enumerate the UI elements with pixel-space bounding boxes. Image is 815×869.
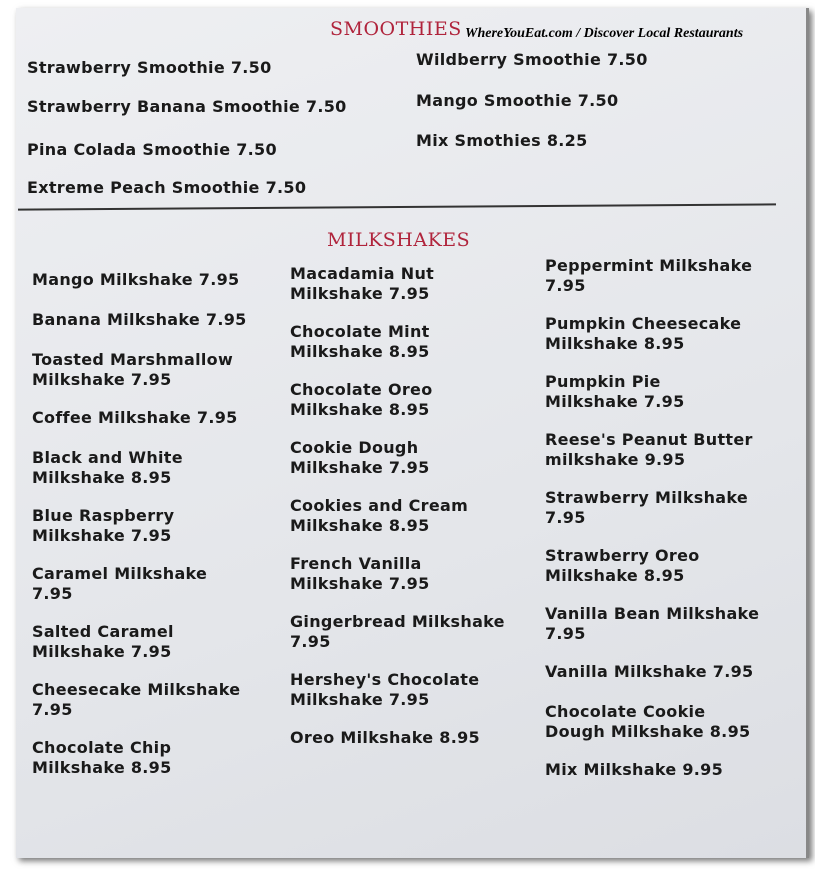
item-line-2: Milkshake 7.95: [545, 392, 685, 411]
milkshake-item: [290, 496, 530, 536]
milkshake-item: [290, 438, 530, 478]
milkshake-item: [32, 564, 272, 604]
item-line-2: Milkshake 8.95: [32, 758, 172, 777]
smoothie-item: Pina Colada Smoothie 7.50: [27, 140, 277, 159]
item-line-2: milkshake 9.95: [545, 450, 686, 469]
item-line-2: Milkshake 8.95: [32, 468, 172, 487]
item-line-2: Milkshake 8.95: [545, 334, 685, 353]
item-line-1: French Vanilla: [290, 554, 422, 573]
milkshake-item: [545, 546, 785, 586]
smoothie-item: Extreme Peach Smoothie 7.50: [27, 178, 307, 197]
item-line-1: Reese's Peanut Butter: [545, 430, 753, 449]
milkshake-item: [32, 310, 272, 332]
item-line-2: Milkshake 8.95: [545, 566, 685, 585]
item-line-1: Peppermint Milkshake: [545, 256, 753, 275]
item-line-2: Milkshake 8.95: [290, 400, 430, 419]
milkshake-item: [545, 702, 785, 742]
milkshake-item: [290, 380, 530, 420]
item-line-1: Hershey's Chocolate: [290, 670, 480, 689]
item-line-1: Strawberry Oreo: [545, 546, 700, 565]
item-line-2: Milkshake 7.95: [290, 690, 430, 709]
item-line-2: Milkshake 7.95: [290, 458, 430, 477]
item-line-1: Pumpkin Pie: [545, 372, 661, 391]
milkshakes-heading: MILKSHAKES: [327, 229, 471, 251]
item-line-1: Coffee Milkshake 7.95: [32, 408, 238, 427]
milkshake-item: [32, 738, 272, 778]
milkshake-item: [290, 554, 530, 594]
smoothie-item: Mix Smothies 8.25: [416, 131, 588, 150]
item-line-1: Vanilla Bean Milkshake: [545, 604, 760, 623]
milkshake-item: [545, 314, 785, 354]
milkshake-item: [290, 264, 530, 304]
item-line-1: Vanilla Milkshake 7.95: [545, 662, 754, 681]
milkshake-item: [290, 728, 530, 750]
item-line-2: 7.95: [545, 624, 586, 643]
item-line-1: Blue Raspberry: [32, 506, 175, 525]
milkshake-item: [545, 256, 785, 296]
item-line-1: Cookies and Cream: [290, 496, 469, 515]
item-line-1: Mix Milkshake 9.95: [545, 760, 724, 779]
item-line-2: Milkshake 7.95: [32, 526, 172, 545]
milkshake-item: [290, 612, 530, 652]
item-line-2: Milkshake 7.95: [32, 642, 172, 661]
item-line-1: Mango Milkshake 7.95: [32, 270, 240, 289]
item-line-1: Salted Caramel: [32, 622, 174, 641]
item-line-1: Macadamia Nut: [290, 264, 435, 283]
milkshake-item: [545, 488, 785, 528]
item-line-1: Toasted Marshmallow: [32, 350, 234, 369]
item-line-1: Black and White: [32, 448, 183, 467]
smoothies-heading: SMOOTHIES: [330, 18, 462, 40]
item-line-2: Milkshake 7.95: [32, 370, 172, 389]
watermark: WhereYouEat.com / Discover Local Restaurants: [465, 26, 744, 41]
item-line-1: Pumpkin Cheesecake: [545, 314, 742, 333]
milkshake-column-2: [290, 264, 530, 768]
milkshake-item: [290, 322, 530, 362]
item-line-2: 7.95: [290, 632, 331, 651]
milkshake-item: [290, 670, 530, 710]
item-line-1: Cheesecake Milkshake: [32, 680, 241, 699]
item-line-2: 7.95: [32, 700, 73, 719]
item-line-1: Caramel Milkshake: [32, 564, 208, 583]
item-line-1: Banana Milkshake 7.95: [32, 310, 247, 329]
smoothie-item: Strawberry Banana Smoothie 7.50: [27, 97, 347, 116]
item-line-1: Chocolate Mint: [290, 322, 430, 341]
smoothie-item: Strawberry Smoothie 7.50: [27, 58, 272, 77]
milkshake-item: [32, 408, 272, 430]
milkshake-item: [32, 506, 272, 546]
item-line-1: Chocolate Chip: [32, 738, 172, 757]
item-line-2: 7.95: [545, 508, 586, 527]
item-line-2: Milkshake 8.95: [290, 342, 430, 361]
smoothie-item: Wildberry Smoothie 7.50: [416, 50, 648, 69]
milkshake-item: [545, 760, 785, 782]
milkshake-item: [32, 622, 272, 662]
item-line-1: Gingerbread Milkshake: [290, 612, 505, 631]
milkshake-item: [32, 350, 272, 390]
item-line-1: Chocolate Cookie: [545, 702, 706, 721]
item-line-2: 7.95: [545, 276, 586, 295]
milkshake-item: [32, 448, 272, 488]
milkshake-item: [545, 430, 785, 470]
milkshake-item: [32, 680, 272, 720]
milkshake-column-1: [32, 270, 272, 796]
milkshake-item: [545, 372, 785, 412]
smoothie-item: Mango Smoothie 7.50: [416, 91, 619, 110]
milkshake-item: [545, 604, 785, 644]
item-line-1: Chocolate Oreo: [290, 380, 433, 399]
milkshake-item: [545, 662, 785, 684]
item-line-1: Cookie Dough: [290, 438, 419, 457]
item-line-2: 7.95: [32, 584, 73, 603]
item-line-2: Dough Milkshake 8.95: [545, 722, 751, 741]
item-line-2: Milkshake 7.95: [290, 574, 430, 593]
item-line-1: Strawberry Milkshake: [545, 488, 749, 507]
milkshake-column-3: [545, 256, 785, 800]
item-line-1: Oreo Milkshake 8.95: [290, 728, 480, 747]
item-line-2: Milkshake 8.95: [290, 516, 430, 535]
item-line-2: Milkshake 7.95: [290, 284, 430, 303]
milkshake-item: [32, 270, 272, 292]
